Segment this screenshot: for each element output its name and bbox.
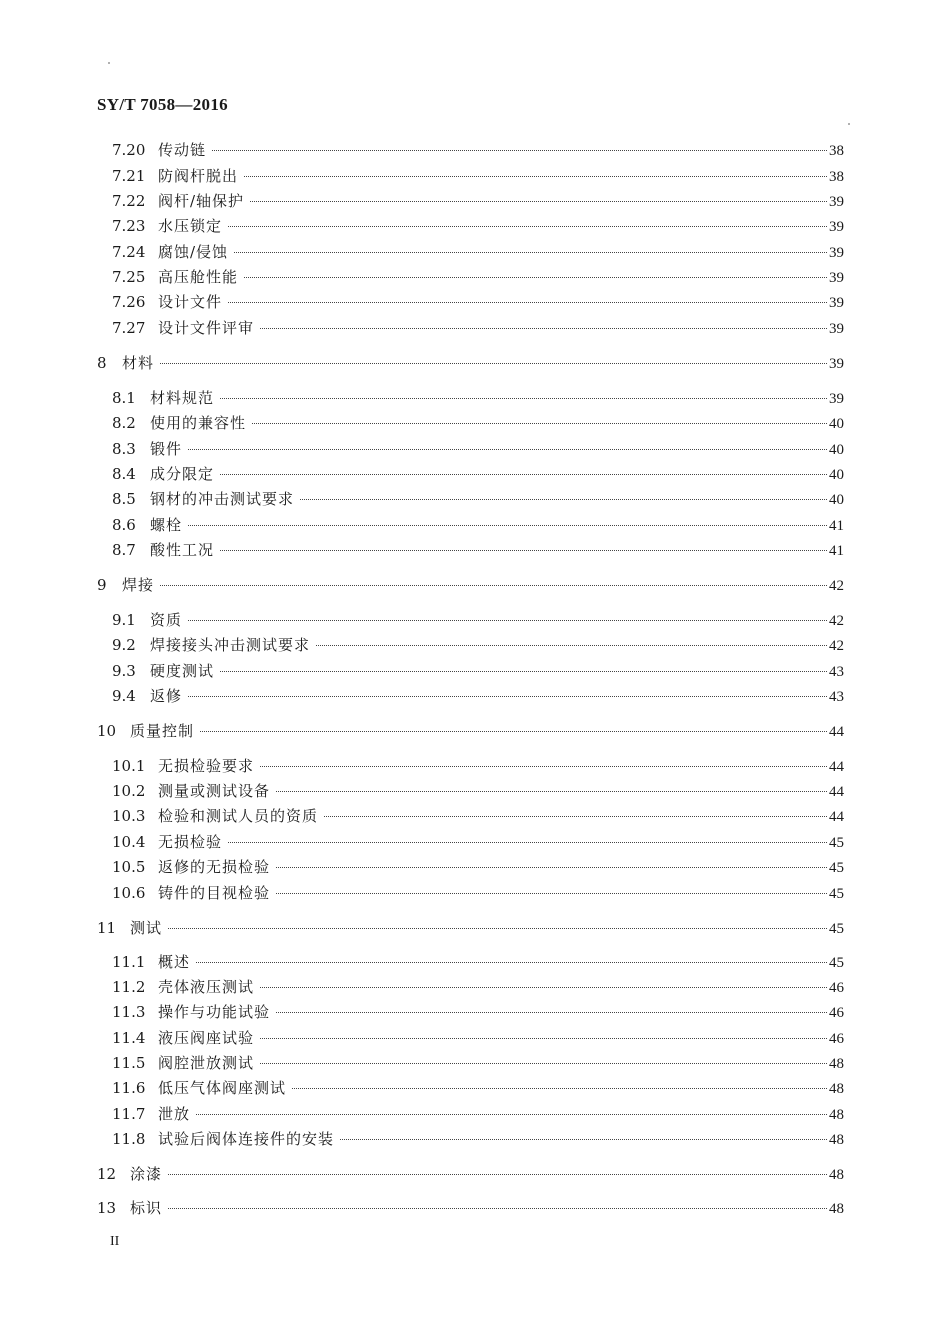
toc-entry-page: 44 <box>829 809 844 825</box>
toc-entry-number: 8.3 <box>112 440 136 458</box>
toc-entry-page: 44 <box>829 784 844 800</box>
dot-leader <box>316 645 827 646</box>
toc-entry-title: 试验后阀体连接件的安装 <box>158 1130 335 1148</box>
toc-entry-title: 概述 <box>158 953 191 971</box>
dot-leader <box>260 1038 827 1039</box>
dot-leader <box>292 1088 827 1089</box>
toc-entry-title: 操作与功能试验 <box>158 1003 271 1021</box>
toc-entry-page: 39 <box>829 270 844 286</box>
toc-entry-number: 11.3 <box>112 1003 146 1021</box>
toc-entry-7-20[interactable] <box>112 140 844 161</box>
dot-leader <box>196 1114 827 1115</box>
dot-leader <box>228 302 827 303</box>
dot-leader <box>160 363 827 364</box>
dot-leader <box>228 842 827 843</box>
toc-entry-title: 设计文件评审 <box>158 319 255 337</box>
toc-entry-12[interactable] <box>97 1164 844 1185</box>
toc-entry-page: 39 <box>829 219 844 235</box>
toc-entry-page: 45 <box>829 955 844 971</box>
toc-entry-8-5[interactable] <box>112 489 844 510</box>
toc-entry-page: 42 <box>829 578 844 594</box>
toc-entry-7-24[interactable] <box>112 242 844 263</box>
toc-entry-title: 涂漆 <box>130 1165 163 1183</box>
toc-entry-8-2[interactable] <box>112 413 844 434</box>
toc-entry-10-4[interactable] <box>112 832 844 853</box>
toc-entry-title: 质量控制 <box>130 722 195 740</box>
toc-entry-9[interactable] <box>97 575 844 596</box>
toc-entry-title: 返修 <box>150 687 183 705</box>
toc-entry-7-25[interactable] <box>112 267 844 288</box>
toc-entry-page: 46 <box>829 980 844 996</box>
toc-entry-title: 资质 <box>150 611 183 629</box>
toc-entry-title: 腐蚀/侵蚀 <box>158 243 229 261</box>
toc-entry-title: 高压舱性能 <box>158 268 239 286</box>
toc-entry-page: 48 <box>829 1201 844 1217</box>
toc-entry-number: 10.2 <box>112 782 146 800</box>
toc-entry-title: 标识 <box>130 1199 163 1217</box>
dot-leader <box>220 474 827 475</box>
toc-entry-number: 9 <box>97 576 107 594</box>
toc-entry-page: 48 <box>829 1081 844 1097</box>
dot-leader <box>168 928 827 929</box>
toc-entry-11-8[interactable] <box>112 1129 844 1150</box>
toc-entry-number: 13 <box>97 1199 117 1217</box>
toc-entry-page: 39 <box>829 194 844 210</box>
toc-entry-number: 11.8 <box>112 1130 146 1148</box>
dot-leader <box>252 423 827 424</box>
toc-entry-title: 钢材的冲击测试要求 <box>150 490 295 508</box>
toc-entry-page: 40 <box>829 467 844 483</box>
toc-entry-number: 7.26 <box>112 293 146 311</box>
dot-leader <box>260 766 827 767</box>
toc-entry-page: 46 <box>829 1005 844 1021</box>
toc-entry-number: 9.4 <box>112 687 136 705</box>
toc-entry-page: 39 <box>829 391 844 407</box>
toc-entry-page: 41 <box>829 543 844 559</box>
toc-entry-8-7[interactable] <box>112 540 844 561</box>
scan-speck <box>108 62 110 64</box>
toc-entry-title: 焊接 <box>122 576 155 594</box>
toc-entry-title: 无损检验 <box>158 833 223 851</box>
toc-entry-title: 硬度测试 <box>150 662 215 680</box>
toc-entry-title: 防阀杆脱出 <box>158 167 239 185</box>
toc-entry-title: 低压气体阀座测试 <box>158 1079 287 1097</box>
toc-entry-10-1[interactable] <box>112 756 844 777</box>
toc-entry-7-21[interactable] <box>112 166 844 187</box>
toc-entry-page: 48 <box>829 1132 844 1148</box>
toc-entry-title: 成分限定 <box>150 465 215 483</box>
toc-entry-page: 48 <box>829 1167 844 1183</box>
toc-entry-title: 阀腔泄放测试 <box>158 1054 255 1072</box>
toc-entry-page: 46 <box>829 1031 844 1047</box>
toc-entry-number: 10.4 <box>112 833 146 851</box>
toc-entry-page: 48 <box>829 1107 844 1123</box>
toc-entry-page: 39 <box>829 245 844 261</box>
toc-entry-9-2[interactable] <box>112 635 844 656</box>
page-number: II <box>110 1234 120 1249</box>
dot-leader <box>220 398 827 399</box>
toc-entry-number: 11 <box>97 919 117 937</box>
dot-leader <box>276 1012 827 1013</box>
toc-entry-9-1[interactable] <box>112 610 844 631</box>
toc-entry-number: 10.1 <box>112 757 146 775</box>
toc-entry-number: 11.6 <box>112 1079 146 1097</box>
dot-leader <box>168 1208 827 1209</box>
toc-entry-page: 45 <box>829 835 844 851</box>
toc-entry-number: 7.22 <box>112 192 146 210</box>
toc-entry-title: 测试 <box>130 919 163 937</box>
dot-leader <box>340 1139 827 1140</box>
toc-entry-11-2[interactable] <box>112 977 844 998</box>
toc-entry-8-4[interactable] <box>112 464 844 485</box>
dot-leader <box>188 449 827 450</box>
scan-speck <box>848 123 850 125</box>
toc-entry-8-1[interactable] <box>112 388 844 409</box>
toc-entry-title: 泄放 <box>158 1105 191 1123</box>
toc-entry-page: 43 <box>829 689 844 705</box>
toc-entry-number: 8.5 <box>112 490 136 508</box>
toc-entry-8[interactable] <box>97 353 844 374</box>
toc-entry-page: 38 <box>829 143 844 159</box>
toc-entry-number: 8.2 <box>112 414 136 432</box>
toc-entry-number: 9.1 <box>112 611 136 629</box>
toc-entry-page: 44 <box>829 759 844 775</box>
toc-entry-number: 7.23 <box>112 217 146 235</box>
toc-entry-8-6[interactable] <box>112 515 844 536</box>
toc-entry-page: 40 <box>829 492 844 508</box>
toc-entry-10-5[interactable] <box>112 857 844 878</box>
toc-entry-page: 42 <box>829 638 844 654</box>
toc-entry-9-3[interactable] <box>112 661 844 682</box>
toc-entry-title: 使用的兼容性 <box>150 414 247 432</box>
toc-entry-title: 返修的无损检验 <box>158 858 271 876</box>
dot-leader <box>220 671 827 672</box>
dot-leader <box>188 696 827 697</box>
toc-entry-title: 材料规范 <box>150 389 215 407</box>
dot-leader <box>196 962 827 963</box>
toc-entry-10[interactable] <box>97 721 844 742</box>
toc-entry-7-27[interactable] <box>112 318 844 339</box>
toc-entry-number: 8.4 <box>112 465 136 483</box>
toc-entry-title: 测量或测试设备 <box>158 782 271 800</box>
dot-leader <box>260 1063 827 1064</box>
toc-entry-title: 无损检验要求 <box>158 757 255 775</box>
toc-entry-title: 酸性工况 <box>150 541 215 559</box>
toc-entry-page: 43 <box>829 664 844 680</box>
dot-leader <box>250 201 827 202</box>
toc-entry-number: 8.6 <box>112 516 136 534</box>
toc-entry-10-6[interactable] <box>112 883 844 904</box>
dot-leader <box>212 150 827 151</box>
toc-entry-11-5[interactable] <box>112 1053 844 1074</box>
toc-entry-page: 45 <box>829 921 844 937</box>
dot-leader <box>276 893 827 894</box>
toc-entry-number: 7.20 <box>112 141 146 159</box>
toc-entry-title: 设计文件 <box>158 293 223 311</box>
toc-entry-title: 液压阀座试验 <box>158 1029 255 1047</box>
toc-entry-number: 12 <box>97 1165 117 1183</box>
dot-leader <box>260 987 827 988</box>
toc-entry-10-2[interactable] <box>112 781 844 802</box>
toc-entry-page: 39 <box>829 321 844 337</box>
toc-entry-number: 9.2 <box>112 636 136 654</box>
toc-entry-number: 11.2 <box>112 978 146 996</box>
dot-leader <box>300 499 827 500</box>
toc-entry-page: 38 <box>829 169 844 185</box>
toc-entry-page: 45 <box>829 860 844 876</box>
toc-entry-page: 39 <box>829 356 844 372</box>
dot-leader <box>276 867 827 868</box>
toc-entry-title: 阀杆/轴保护 <box>158 192 245 210</box>
toc-entry-page: 44 <box>829 724 844 740</box>
toc-entry-title: 壳体液压测试 <box>158 978 255 996</box>
toc-entry-10-3[interactable] <box>112 806 844 827</box>
toc-entry-11-1[interactable] <box>112 952 844 973</box>
dot-leader <box>160 585 827 586</box>
toc-entry-number: 7.21 <box>112 167 146 185</box>
dot-leader <box>188 620 827 621</box>
toc-entry-number: 7.27 <box>112 319 146 337</box>
dot-leader <box>188 525 827 526</box>
document-code: SY/T 7058—2016 <box>97 95 228 114</box>
toc-entry-number: 11.1 <box>112 953 146 971</box>
toc-entry-number: 8.7 <box>112 541 136 559</box>
toc-entry-number: 11.4 <box>112 1029 146 1047</box>
dot-leader <box>168 1174 827 1175</box>
dot-leader <box>234 252 827 253</box>
toc-entry-number: 7.24 <box>112 243 146 261</box>
toc-entry-11-6[interactable] <box>112 1078 844 1099</box>
toc-entry-title: 水压锁定 <box>158 217 223 235</box>
toc-entry-11[interactable] <box>97 918 844 939</box>
toc-entry-number: 10 <box>97 722 117 740</box>
toc-entry-11-3[interactable] <box>112 1002 844 1023</box>
toc-entry-number: 7.25 <box>112 268 146 286</box>
toc-entry-title: 螺栓 <box>150 516 183 534</box>
toc-entry-number: 11.7 <box>112 1105 146 1123</box>
toc-entry-page: 42 <box>829 613 844 629</box>
toc-entry-11-4[interactable] <box>112 1028 844 1049</box>
toc-entry-page: 39 <box>829 295 844 311</box>
dot-leader <box>244 176 827 177</box>
toc-entry-number: 10.3 <box>112 807 146 825</box>
toc-entry-title: 材料 <box>122 354 155 372</box>
dot-leader <box>324 816 827 817</box>
toc-entry-title: 焊接接头冲击测试要求 <box>150 636 311 654</box>
toc-entry-page: 40 <box>829 442 844 458</box>
toc-entry-7-26[interactable] <box>112 292 844 313</box>
toc-entry-13[interactable] <box>97 1198 844 1219</box>
toc-entry-number: 10.6 <box>112 884 146 902</box>
toc-entry-7-22[interactable] <box>112 191 844 212</box>
toc-entry-title: 检验和测试人员的资质 <box>158 807 319 825</box>
dot-leader <box>220 550 827 551</box>
toc-entry-title: 锻件 <box>150 440 183 458</box>
toc-entry-number: 8.1 <box>112 389 136 407</box>
toc-entry-number: 11.5 <box>112 1054 146 1072</box>
dot-leader <box>276 791 827 792</box>
toc-entry-title: 传动链 <box>158 141 207 159</box>
toc-entry-8-3[interactable] <box>112 439 844 460</box>
dot-leader <box>260 328 827 329</box>
toc-entry-number: 9.3 <box>112 662 136 680</box>
toc-entry-page: 48 <box>829 1056 844 1072</box>
toc-entry-9-4[interactable] <box>112 686 844 707</box>
toc-entry-11-7[interactable] <box>112 1104 844 1125</box>
toc-entry-page: 45 <box>829 886 844 902</box>
toc-entry-7-23[interactable] <box>112 216 844 237</box>
toc-entry-number: 8 <box>97 354 107 372</box>
dot-leader <box>244 277 827 278</box>
dot-leader <box>200 731 827 732</box>
toc-entry-title: 铸件的目视检验 <box>158 884 271 902</box>
toc-entry-page: 41 <box>829 518 844 534</box>
toc-entry-number: 10.5 <box>112 858 146 876</box>
toc-entry-page: 40 <box>829 416 844 432</box>
dot-leader <box>228 226 827 227</box>
